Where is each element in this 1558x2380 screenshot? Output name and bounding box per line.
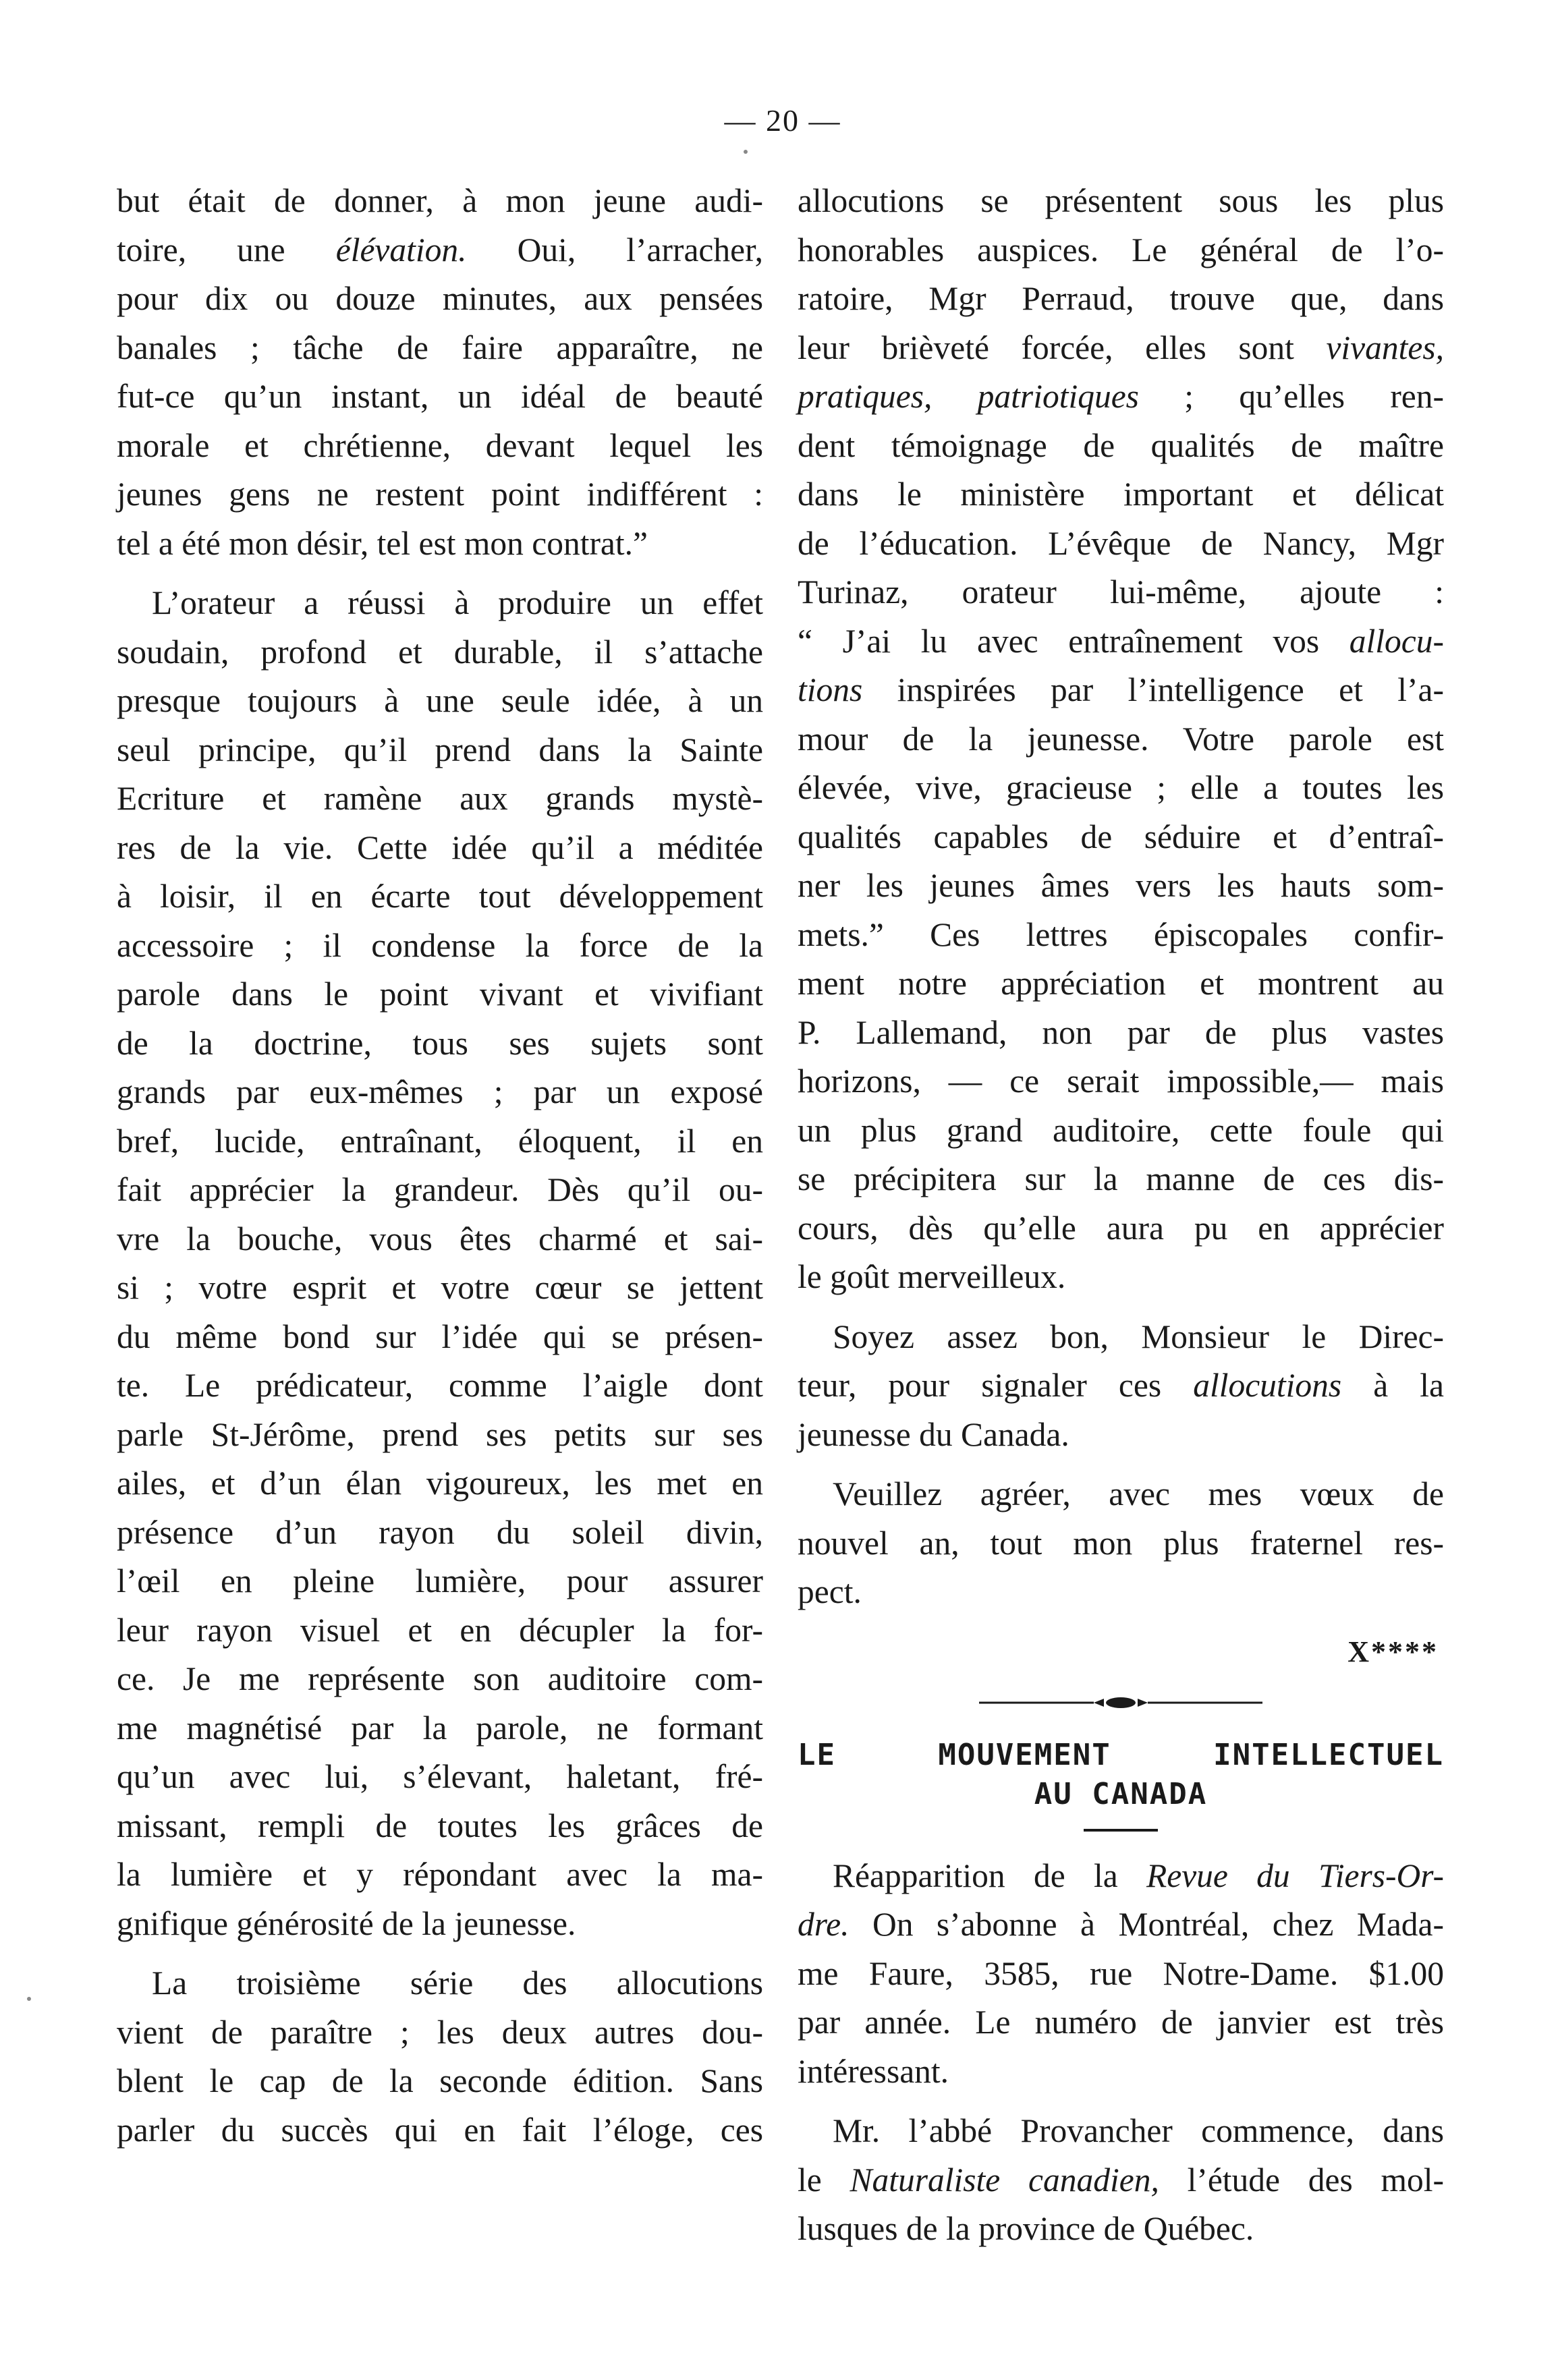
text-line: qu’un avec lui, s’élevant, haletant, fré-	[117, 1758, 763, 1795]
emphasis: allocu-	[1349, 622, 1444, 660]
text-line: pect.	[798, 1573, 862, 1610]
text-line: par année. Le numéro de janvier est très	[798, 2004, 1444, 2041]
text-line: de la doctrine, tous ses sujets sont	[117, 1024, 763, 1062]
text-line: un plus grand auditoire, cette foule qui	[798, 1111, 1444, 1149]
text-line: grands par eux-mêmes ; par un exposé	[117, 1073, 763, 1110]
text-line: toire, une élévation. Oui, l’arracher,	[117, 231, 764, 268]
text-line: tel a été mon désir, tel est mon contrat.”	[117, 524, 648, 562]
text-line: du même bond sur l’idée qui se présen-	[117, 1318, 763, 1355]
print-speck	[27, 1997, 31, 2001]
text-line: lusques de la province de Québec.	[798, 2210, 1254, 2247]
text-line: Soyez assez bon, Monsieur le Direc-	[833, 1318, 1444, 1355]
text-line: si ; votre esprit et votre cœur se jettent	[117, 1269, 763, 1306]
text-run: leur brièveté forcée, elles sont	[798, 329, 1327, 366]
right-paragraph-2	[798, 1313, 1444, 1460]
text-line: la lumière et y répondant avec la ma-	[117, 1856, 763, 1893]
emphasis: dre.	[798, 1906, 850, 1943]
text-line: Veuillez agréer, avec mes vœux de	[833, 1475, 1444, 1512]
text-line: pour dix ou douze minutes, aux pensées	[117, 280, 763, 317]
text-line	[798, 1852, 1444, 1901]
left-paragraph-2	[117, 579, 763, 1948]
emphasis: élévation.	[335, 231, 467, 268]
left-column	[117, 177, 763, 2165]
text-line: morale et chrétienne, devant lequel les	[117, 426, 763, 464]
text-line: fut-ce qu’un instant, un idéal de beauté	[117, 378, 763, 415]
text-line: res de la vie. Cette idée qu’il a méditée	[117, 828, 763, 866]
text-line: Mr. l’abbé Provancher commence, dans	[833, 2112, 1444, 2149]
text-line: l’œil en pleine lumière, pour assurer	[117, 1562, 763, 1599]
text-line	[798, 2156, 1444, 2205]
text-line: présence d’un rayon du soleil divin,	[117, 1513, 763, 1551]
text-line: bref, lucide, entraînant, éloquent, il en	[117, 1122, 763, 1160]
text-line: de l’éducation. L’évêque de Nancy, Mgr	[798, 524, 1444, 562]
text-line: mour de la jeunesse. Votre parole est	[798, 720, 1444, 758]
text-line: horizons, — ce serait impossible,— mais	[798, 1062, 1444, 1100]
text-line: fait apprécier la grandeur. Dès qu’il ou-	[117, 1171, 763, 1208]
text-line: ment notre appréciation et montrent au	[798, 965, 1444, 1002]
text-line: mets.” Ces lettres épiscopales confir-	[798, 915, 1444, 953]
text-line	[798, 1900, 1444, 1950]
text-line	[798, 372, 1444, 422]
print-speck	[744, 150, 748, 154]
text-line: parler du succès qui en fait l’éloge, ces	[117, 2111, 763, 2149]
text-run: “ J’ai lu avec entraînement vos	[798, 622, 1350, 660]
text-line: vient de paraître ; les deux autres dou-	[117, 2013, 763, 2051]
emphasis: Revue du Tiers-Or-	[1146, 1857, 1444, 1894]
text-line: me magnétisé par la parole, ne formant	[117, 1709, 763, 1747]
page-number: — 20 —	[724, 103, 841, 138]
text-line	[798, 666, 1444, 715]
text-line: but était de donner, à mon jeune audi-	[117, 182, 763, 219]
heading-rule	[1084, 1829, 1158, 1832]
text-line: parle St-Jérôme, prend ses petits sur ses	[117, 1415, 763, 1453]
text-run: teur, pour signaler ces	[798, 1367, 1194, 1404]
text-line: blent le cap de la seconde édition. Sans	[117, 2062, 763, 2099]
text-line: honorables auspices. Le général de l’o-	[798, 231, 1444, 268]
emphasis: Naturaliste canadien,	[850, 2161, 1159, 2199]
text-line	[798, 324, 1444, 373]
text-line: ner les jeunes âmes vers les hauts som-	[798, 867, 1444, 904]
right-column	[798, 177, 1444, 2265]
text-line: se précipitera sur la manne de ces dis-	[798, 1160, 1444, 1197]
emphasis: tions	[798, 671, 863, 708]
text-line	[798, 1361, 1444, 1411]
section-heading-line-2: AU CANADA	[1034, 1776, 1208, 1811]
text-run: Réapparition de la	[833, 1857, 1146, 1894]
text-line: jeunes gens ne restent point indifférent :	[117, 476, 763, 513]
text-line: leur rayon visuel et en décupler la for-	[117, 1611, 763, 1649]
right-paragraph-3	[798, 1470, 1444, 1617]
text-line: soudain, profond et durable, il s’attache	[117, 633, 763, 671]
text-line: P. Lallemand, non par de plus vastes	[798, 1013, 1444, 1051]
text-line: cours, dès qu’elle aura pu en apprécier	[798, 1209, 1444, 1247]
text-line: dans le ministère important et délicat	[798, 476, 1444, 513]
emphasis: allocutions	[1193, 1367, 1342, 1404]
section-heading-line-1: LE MOUVEMENT INTELLECTUEL	[798, 1737, 1444, 1772]
emphasis: pratiques, patriotiques	[798, 378, 1139, 415]
right-paragraph-1	[798, 177, 1444, 1302]
text-run: On s’abonne à Montréal, chez Mada-	[849, 1906, 1444, 1943]
signature: X****	[1347, 1635, 1439, 1668]
text-line: qualités capables de séduire et d’entraî-	[798, 818, 1444, 855]
emphasis: vivantes,	[1326, 329, 1444, 366]
text-run: l’étude des mol-	[1159, 2161, 1445, 2199]
text-run: à la	[1341, 1367, 1445, 1404]
text-line: Turinaz, orateur lui-même, ajoute :	[798, 573, 1444, 611]
text-line: me Faure, 3585, rue Notre-Dame. $1.00	[798, 1954, 1444, 1992]
text-line: dent témoignage de qualités de maître	[798, 426, 1444, 464]
text-line: presque toujours à une seule idée, à un	[117, 682, 763, 719]
text-line: jeunesse du Canada.	[798, 1415, 1069, 1453]
text-line	[798, 617, 1444, 667]
text-line: nouvel an, tout mon plus fraternel res-	[798, 1524, 1444, 1562]
text-line: te. Le prédicateur, comme l’aigle dont	[117, 1367, 763, 1404]
text-line: vre la bouche, vous êtes charmé et sai-	[117, 1220, 763, 1257]
text-line: intéressant.	[798, 2052, 949, 2090]
left-paragraph-3	[117, 1959, 763, 2155]
text-line: La troisième série des allocutions	[152, 1964, 763, 2002]
text-line: à loisir, il en écarte tout développement	[117, 878, 763, 915]
text-line: ailes, et d’un élan vigoureux, les met en	[117, 1465, 763, 1502]
right-paragraph-4	[798, 1852, 1444, 2097]
section-heading	[798, 1736, 1444, 1814]
text-line: seul principe, qu’il prend dans la Sainte	[117, 731, 763, 768]
text-line: Ecriture et ramène aux grands mystè-	[117, 780, 763, 817]
text-line: accessoire ; il condense la force de la	[117, 926, 763, 964]
text-line: missant, rempli de toutes les grâces de	[117, 1807, 763, 1844]
text-line: le goût merveilleux.	[798, 1258, 1066, 1295]
text-line: gnifique générosité de la jeunesse.	[117, 1904, 576, 1942]
text-line: élevée, vive, gracieuse ; elle a toutes les	[798, 769, 1444, 806]
text-line: banales ; tâche de faire apparaître, ne	[117, 329, 763, 366]
text-run: ; qu’elles ren-	[1138, 378, 1445, 415]
text-line: allocutions se présentent sous les plus	[798, 182, 1444, 219]
text-line: L’orateur a réussi à produire un effet	[152, 584, 763, 621]
text-run: le	[798, 2161, 850, 2199]
text-line: parole dans le point vivant et vivifiant	[117, 975, 763, 1013]
right-paragraph-5	[798, 2107, 1444, 2254]
text-line: ratoire, Mgr Perraud, trouve que, dans	[798, 280, 1444, 317]
text-run: inspirées par l’intelligence et l’a-	[862, 671, 1444, 708]
text-line: ce. Je me représente son auditoire com-	[117, 1660, 763, 1697]
ornament-divider-icon	[979, 1693, 1262, 1713]
left-paragraph-1	[117, 177, 763, 568]
